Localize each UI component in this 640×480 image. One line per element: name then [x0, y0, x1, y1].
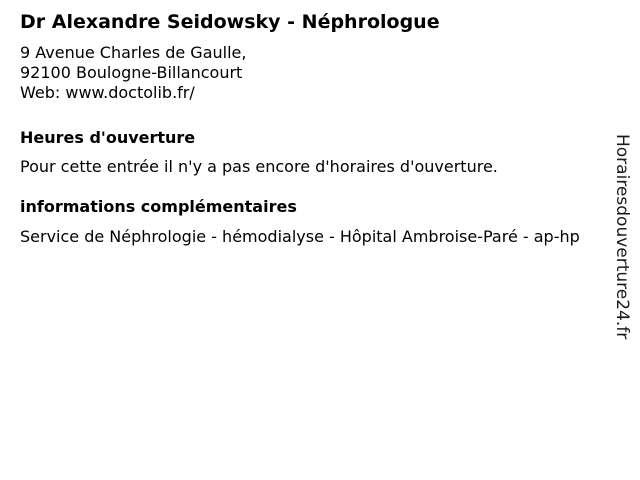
address-city: 92100 Boulogne-Billancourt	[20, 63, 243, 82]
listing-content	[20, 9, 590, 247]
address-block	[20, 43, 590, 103]
opening-hours-heading: Heures d'ouverture	[20, 128, 196, 147]
page-title: Dr Alexandre Seidowsky - Néphrologue	[20, 11, 440, 33]
additional-info-heading: informations complémentaires	[20, 197, 297, 216]
site-watermark: Horairesdouverture24.fr	[612, 134, 632, 340]
address-web[interactable]: Web: www.doctolib.fr/	[20, 83, 195, 102]
additional-info-text: Service de Néphrologie - hémodialyse - Hôpital Ambroise-Paré - ap-hp	[20, 227, 580, 246]
opening-hours-text: Pour cette entrée il n'y a pas encore d'horaires d'ouverture.	[20, 157, 498, 176]
address-street: 9 Avenue Charles de Gaulle,	[20, 43, 247, 62]
